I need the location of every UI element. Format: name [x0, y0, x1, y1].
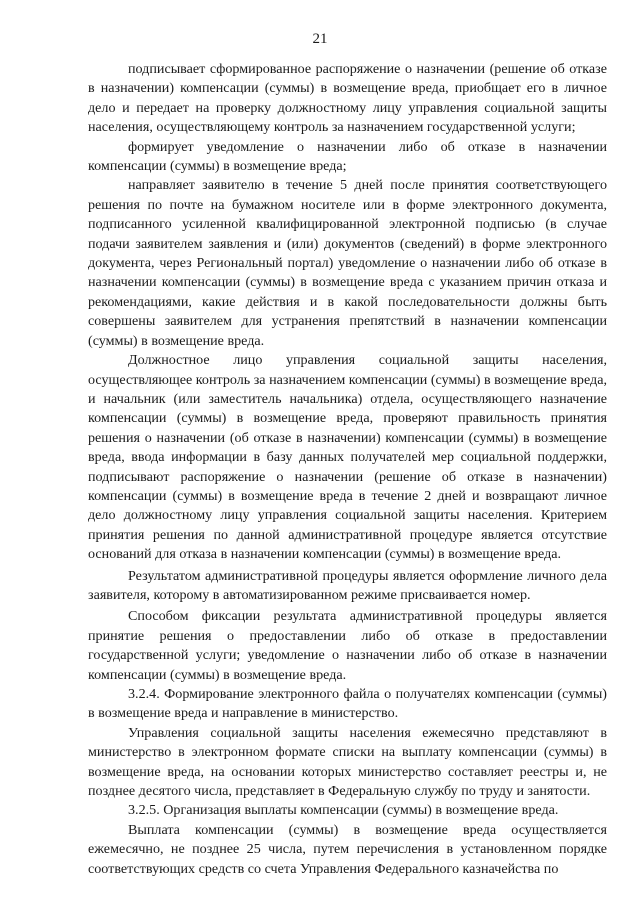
- paragraph-official-check: Должностное лицо управления социальной защиты населения, осуществляющее контроль за назначением компенсации (суммы) в возмещение вреда, и начальник (или заместитель начальника) отдела, осуществляющего назначение компенсации (суммы) в возмещение вреда, проверяют правильность принятия решения о назначении (об отказе в назначении) компенсации (суммы) в возмещение вреда, ввода информации в базу данных получателей мер социальной поддержки, подписывают распоряжение о назначении (решение об отказе в назначении) компенсации (суммы) в возмещение вреда в течение 2 дней и возвращают личное дело должностному лицу управления социальной защиты населения. Критерием принятия решения по данной административной процедуре является отсутствие оснований для отказа в назначении компенсации (суммы) в возмещение вреда.: [88, 352, 607, 563]
- document-body: [88, 60, 607, 879]
- paragraph-form-notice: формирует уведомление о назначении либо об отказе в назначении компенсации (суммы) в возмещение вреда;: [88, 138, 607, 175]
- paragraph-section-3-2-5: 3.2.5. Организация выплаты компенсации (суммы) в возмещение вреда.: [128, 802, 559, 819]
- paragraph-sign-order: подписывает сформированное распоряжение о назначении (решение об отказе в назначении) компенсации (суммы) в возмещение вреда, приобщает его в личное дело и передает на проверку должностному лицу управления социальной защиты населения, осуществляющему контроль за назначением государственной услуги;: [88, 61, 607, 136]
- paragraph-procedure-result: Результатом административной процедуры является оформление личного дела заявителя, которому в автоматизированном режиме присваивается номер.: [88, 567, 607, 603]
- paragraph-monthly-lists: Управления социальной защиты населения ежемесячно представляют в министерство в электронном формате списки на выплату компенсации (суммы) в возмещение вреда, на основании которых министерство составляет реестры и, не позднее десятого числа, представляет в Федеральную службу по труду и занятости.: [88, 724, 607, 800]
- paragraph-payment: Выплата компенсации (суммы) в возмещение вреда осуществляется ежемесячно, не позднее 25 числа, путем перечисления в установленном порядке соответствующих средств со счета Управления Федерального казначейства по: [88, 821, 607, 877]
- page-number: 21: [312, 31, 328, 47]
- paragraph-section-3-2-4: 3.2.4. Формирование электронного файла о получателях компенсации (суммы) в возмещение вреда и направление в министерство.: [88, 686, 607, 722]
- paragraph-send-notice: направляет заявителю в течение 5 дней после принятия соответствующего решения по почте на бумажном носителе или в форме электронного документа, подписанного усиленной квалифицированной электронной подписью (в случае подачи заявителем заявления и (или) документов (сведений) в форме электронного документа, через Региональный портал) уведомление о назначении либо об отказе в назначении компенсации (суммы) в возмещение вреда с указанием причин отказа и рекомендациями, какие действия и в какой последовательности должны быть совершены заявителем для устранения препятствий в назначении компенсации (суммы) в возмещение вреда.: [88, 177, 607, 349]
- paragraph-fixation-method: Способом фиксации результата административной процедуры является принятие решения о предоставлении либо об отказе в предоставлении государственной услуги; уведомление о назначении либо об отказе в назначении компенсации (суммы) в возмещение вреда.: [88, 608, 607, 683]
